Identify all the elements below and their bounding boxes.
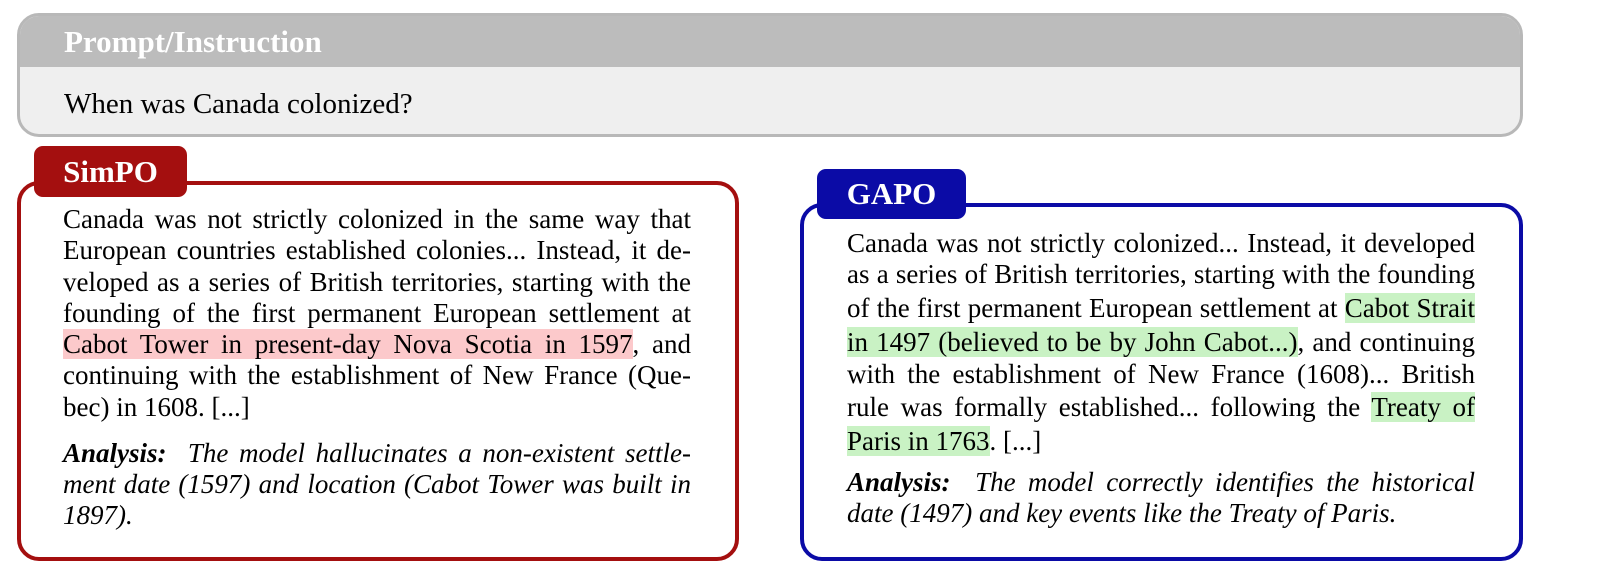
analysis-line: date (1497) and key events like the Treaty of Paris. [847, 498, 1397, 528]
correct-highlight: Cabot Strait [1344, 292, 1475, 323]
response-line: of the first permanent European settlement at Cabot Strait [847, 292, 1475, 323]
response-line: veloped as a series of British territories, starting with the [63, 266, 691, 297]
analysis-label: Analysis: [847, 467, 951, 497]
hallucination-highlight: Cabot Tower in present-day Nova Scotia in 1597 [63, 329, 633, 360]
response-line: founding of the first permanent European settlement at [63, 297, 691, 328]
prompt-header: Prompt/Instruction [20, 16, 1520, 67]
response-line: Canada was not strictly colonized in the same way that [63, 204, 691, 234]
response-line: European countries established colonies... Instead, it de- [63, 235, 691, 266]
response-line: rule was formally established... following the Treaty of [847, 391, 1475, 422]
analysis-line: 1897). [63, 500, 133, 530]
response-line: Cabot Tower in present-day Nova Scotia in 1597, and [63, 329, 691, 360]
response-line: as a series of British territories, starting with the founding [847, 259, 1475, 290]
gapo-tab: GAPO [817, 169, 966, 219]
correct-highlight: Treaty of [1371, 391, 1475, 422]
response-line: continuing with the establishment of New France (Que- [63, 360, 691, 391]
response-line: in 1497 (believed to be by John Cabot...), and continuing [847, 326, 1475, 357]
analysis-label: Analysis: [63, 438, 167, 468]
gapo-response [847, 228, 1475, 458]
simpo-analysis [63, 438, 691, 531]
response-line: Paris in 1763. [...] [847, 425, 1042, 456]
analysis-line: Analysis: The model correctly identifies the historical [847, 467, 1475, 497]
prompt-question: When was Canada colonized? [64, 88, 413, 120]
analysis-line: Analysis: The model hallucinates a non-existent settle- [63, 438, 692, 468]
response-line: bec) in 1608. [...] [63, 391, 250, 422]
analysis-line: ment date (1597) and location (Cabot Tower was built in [63, 469, 691, 499]
response-line: with the establishment of New France (1608)... British [847, 358, 1475, 389]
gapo-analysis [847, 467, 1475, 529]
correct-highlight: Paris in 1763 [847, 425, 990, 456]
prompt-box [17, 13, 1523, 137]
simpo-tab: SimPO [34, 146, 187, 197]
response-line: Canada was not strictly colonized... Instead, it developed [847, 228, 1475, 258]
simpo-response [63, 204, 691, 423]
correct-highlight: in 1497 (believed to be by John Cabot...) [847, 326, 1298, 357]
